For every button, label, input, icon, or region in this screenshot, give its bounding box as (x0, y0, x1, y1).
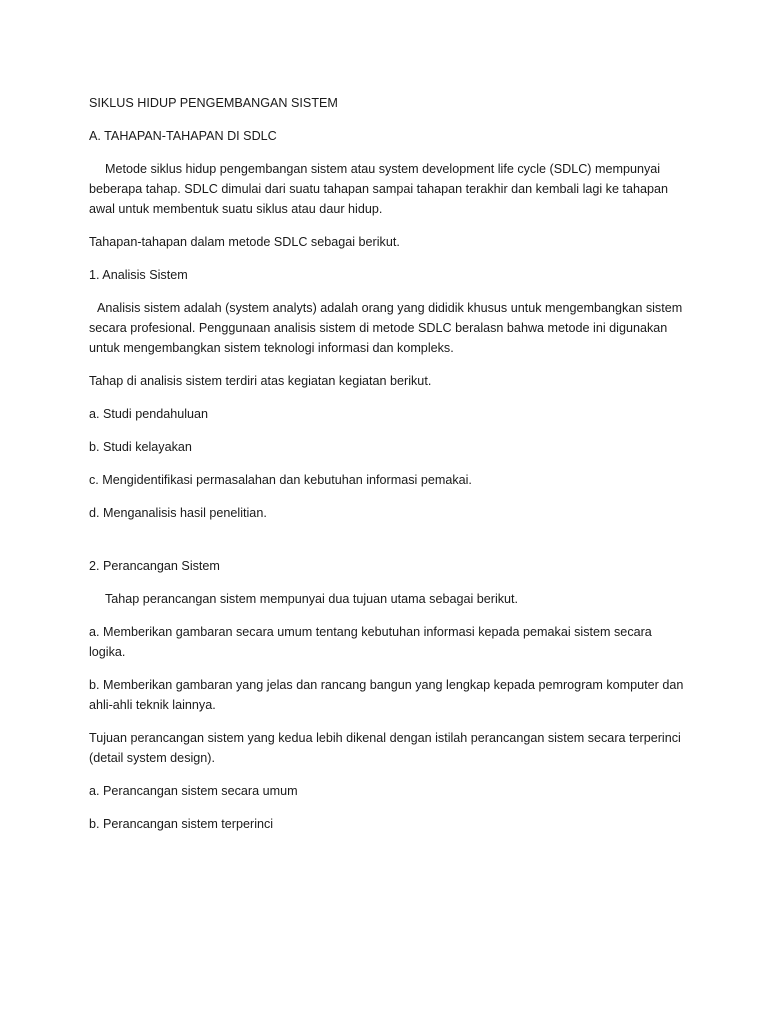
list-item: a. Studi pendahuluan (89, 407, 209, 421)
intro-paragraph: Metode siklus hidup pengembangan sistem atau system development life cycle (SDLC) mempunyai beberapa tahap. SDLC dimulai dari suatu tahapan sampai tahapan terakhir dan kembali lagi ke tahapan awal untuk membentuk suatu siklus atau daur hidup. (89, 162, 668, 216)
section-a-heading: A. TAHAPAN-TAHAPAN DI SDLC (89, 129, 277, 143)
document-body (89, 93, 689, 847)
list-item: b. Studi kelayakan (89, 440, 192, 454)
document-title: SIKLUS HIDUP PENGEMBANGAN SISTEM (89, 96, 338, 110)
stage2-paragraph: Tahap perancangan sistem mempunyai dua tujuan utama sebagai berikut. (105, 592, 519, 606)
list-item: a. Perancangan sistem secara umum (89, 784, 298, 798)
list-item: b. Memberikan gambaran yang jelas dan rancang bangun yang lengkap kepada pemrogram komputer dan ahli-ahli teknik lainnya. (89, 678, 684, 712)
stage1-paragraph: Analisis sistem adalah (system analyts) adalah orang yang dididik khusus untuk mengembangkan sistem secara profesional. Penggunaan analisis sistem di metode SDLC beralasn bahwa metode ini digunakan untuk mengembangkan sistem teknologi informasi dan kompleks. (89, 301, 683, 355)
stages-intro: Tahapan-tahapan dalam metode SDLC sebagai berikut. (89, 235, 400, 249)
list-item: d. Menganalisis hasil penelitian. (89, 506, 267, 520)
list-item: b. Perancangan sistem terperinci (89, 817, 274, 831)
stage2-second-goal-note: Tujuan perancangan sistem yang kedua lebih dikenal dengan istilah perancangan sistem secara terperinci (detail system design). (89, 731, 681, 765)
list-item: c. Mengidentifikasi permasalahan dan kebutuhan informasi pemakai. (89, 473, 472, 487)
stage1-activities-intro: Tahap di analisis sistem terdiri atas kegiatan kegiatan berikut. (89, 374, 432, 388)
list-item: a. Memberikan gambaran secara umum tentang kebutuhan informasi kepada pemakai sistem secara logika. (89, 625, 652, 659)
stage2-heading: 2. Perancangan Sistem (89, 559, 220, 573)
stage1-heading: 1. Analisis Sistem (89, 268, 188, 282)
